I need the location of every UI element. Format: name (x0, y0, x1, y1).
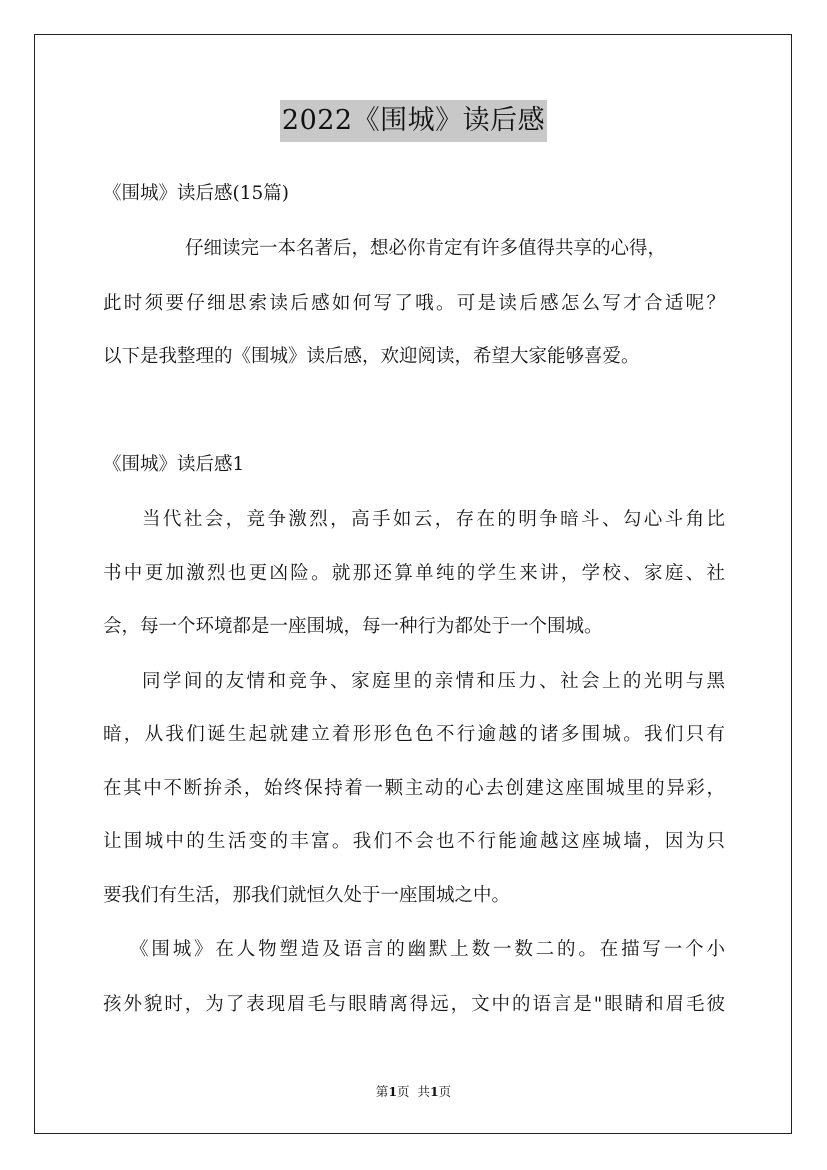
footer-page-mid: 页 共 (397, 1084, 430, 1099)
paragraph2-line-2: 暗，从我们诞生起就建立着形形色色不行逾越的诸多围城。我们只有 (103, 724, 725, 745)
paragraph2-line-4: 让围城中的生活变的丰富。我们不会也不行能逾越这座城墙，因为只 (103, 831, 725, 852)
intro-line-2: 此时须要仔细思索读后感如何写了哦。可是读后感怎么写才合适呢？ (103, 293, 725, 314)
paragraph2-line-3: 在其中不断拚杀，始终保持着一颗主动的心去创建这座围城里的异彩， (103, 778, 725, 799)
paragraph1-line-1: 当代社会，竞争激烈，高手如云，存在的明争暗斗、勾心斗角比 (142, 509, 725, 530)
footer-page-number: 1 (388, 1084, 398, 1099)
document-subtitle: 《围城》读后感(15篇) (103, 183, 289, 204)
paragraph1-line-3: 会，每一个环境都是一座围城，每一种行为都处于一个围城。 (103, 616, 603, 637)
title-container (0, 100, 827, 142)
paragraph3-line-1: 《围城》在人物塑造及语言的幽默上数一数二的。在描写一个小 (130, 939, 725, 960)
footer-total-pages: 1 (429, 1084, 439, 1099)
paragraph3-line-2: 孩外貌时，为了表现眉毛与眼睛离得远，文中的语言是"眼睛和眉毛彼 (103, 994, 725, 1015)
footer-page-suffix: 页 (438, 1084, 452, 1099)
page-footer (0, 1084, 827, 1100)
intro-line-1: 仔细读完一本名著后，想必你肯定有许多值得共享的心得， (185, 238, 667, 259)
paragraph2-line-1: 同学间的友情和竞争、家庭里的亲情和压力、社会上的光明与黑 (142, 671, 725, 692)
paragraph2-line-5: 要我们有生活，那我们就恒久处于一座围城之中。 (103, 885, 511, 906)
intro-line-3: 以下是我整理的《围城》读后感，欢迎阅读，希望大家能够喜爱。 (103, 346, 640, 367)
section-heading: 《围城》读后感1 (103, 454, 245, 475)
document-title: 2022《围城》读后感 (280, 100, 547, 142)
paragraph1-line-2: 书中更加激烈也更凶险。就那还算单纯的学生来讲，学校、家庭、社 (103, 563, 725, 584)
footer-page-prefix: 第 (375, 1084, 389, 1099)
